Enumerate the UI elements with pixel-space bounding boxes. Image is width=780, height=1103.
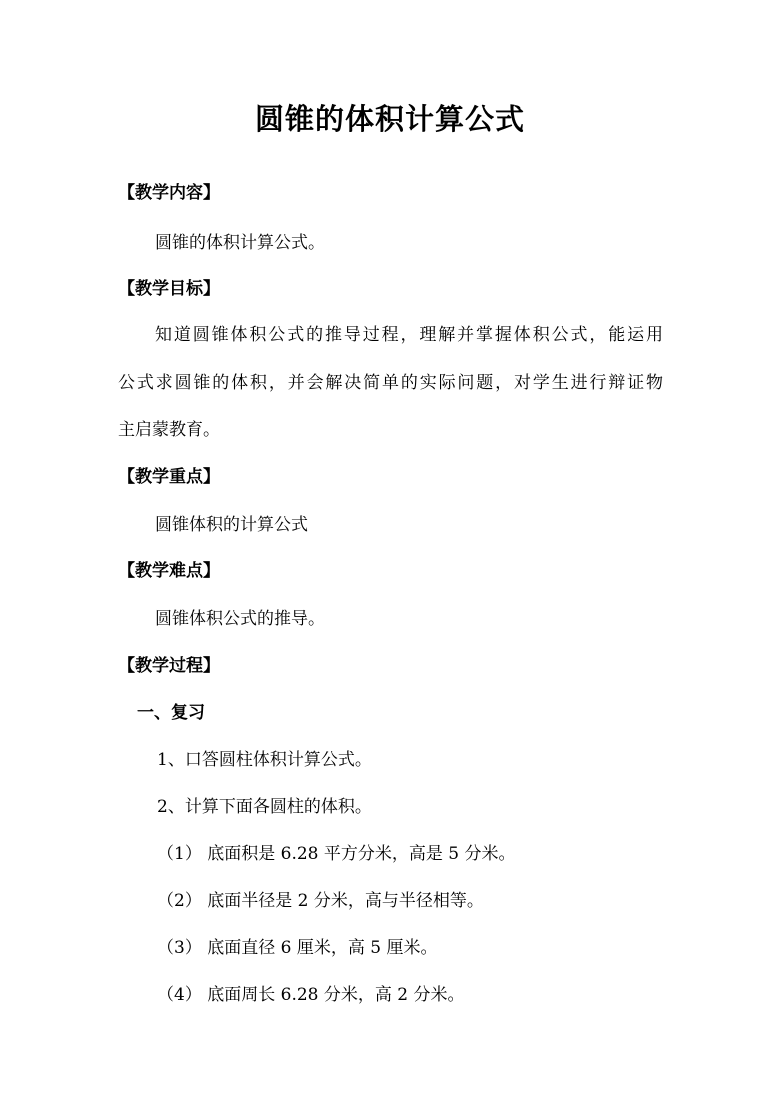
objective-line-3: 主启蒙教育。 [118,420,220,440]
objective-line-1-text: 知道圆锥体积公式的推导过程，理解并掌握体积公式，能运用 [155,325,663,345]
sub-item-1: （1） 底面积是 6.28 平方分米，高是 5 分米。 [157,844,516,864]
section-heading-key: 【教学重点】 [118,467,220,487]
objective-line-2 [118,368,663,393]
section-heading-objective: 【教学目标】 [118,279,220,299]
review-heading: 一、复习 [137,703,205,723]
review-item-2: 2、计算下面各圆柱的体积。 [157,797,372,817]
section-heading-process: 【教学过程】 [118,656,220,676]
difficulty-text: 圆锥体积公式的推导。 [155,609,325,629]
sub-item-2: （2） 底面半径是 2 分米，高与半径相等。 [157,891,484,911]
section-heading-difficulty: 【教学难点】 [118,561,220,581]
review-item-1: 1、口答圆柱体积计算公式。 [157,750,372,770]
section-heading-content: 【教学内容】 [118,183,220,203]
key-text: 圆锥体积的计算公式 [155,515,308,535]
sub-item-3: （3） 底面直径 6 厘米，高 5 厘米。 [157,938,438,958]
sub-item-4: （4） 底面周长 6.28 分米，高 2 分米。 [157,985,465,1005]
objective-line-1 [155,320,663,345]
content-text: 圆锥的体积计算公式。 [155,233,325,253]
page-title: 圆锥的体积计算公式 [254,102,525,136]
objective-line-2-text: 公式求圆锥的体积，并会解决简单的实际问题，对学生进行辩证物 [118,373,663,393]
